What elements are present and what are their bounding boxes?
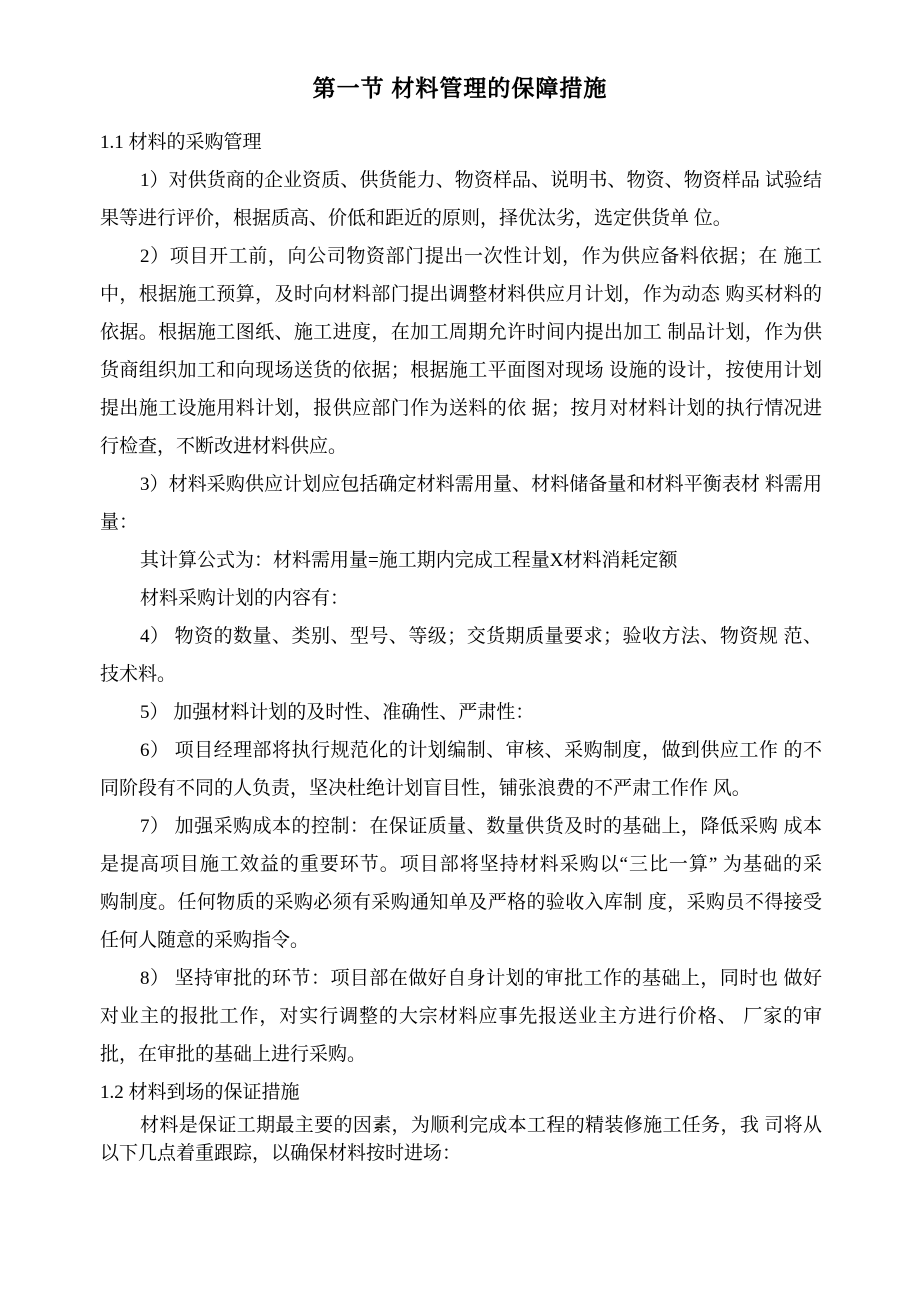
paragraph [100,960,822,1074]
text-line: 6） 项目经理部将执行规范化的计划编制、审核、采购制度，做到供应工作 的不 [140,740,822,761]
text-line: 材料是保证工期最主要的因素，为顺利完成本工程的精装修施工任务，我 司将从 [140,1115,822,1136]
text-line: 技术料。 [100,664,177,685]
text-line: 3）材料采购供应计划应包括确定材料需用量、材料储备量和材料平衡表材 料需用 [140,474,822,495]
text-line: 1.1 材料的采购管理 [100,132,262,153]
paragraph [100,466,822,542]
text-line: 行检查，不断改进材料供应。 [100,436,348,457]
paragraph [100,580,822,618]
text-line: 对业主的报批工作，对实行调整的大宗材料应事先报送业主方进行价格、 厂家的审 [100,1006,822,1027]
text-line: 批，在审批的基础上进行采购。 [100,1044,367,1065]
section-heading [100,1074,822,1112]
text-line: 中，根据施工预算，及时向材料部门提出调整材料供应月计划，作为动态 购买材料的 [100,284,822,305]
text-line: 提出施工设施用料计划，报供应部门作为送料的依 据；按月对材料计划的执行情况进 [100,398,822,419]
paragraph [100,618,822,694]
text-line: 以下几点着重跟踪，以确保材料按时进场： [100,1143,462,1164]
paragraph [100,1112,822,1168]
paragraph [100,808,822,960]
paragraph [100,694,822,732]
text-line: 4） 物资的数量、类别、型号、等级；交货期质量要求；验收方法、物资规 范、 [140,626,822,647]
document-title: 第一节 材料管理的保障措施 [312,76,608,101]
paragraph [100,542,822,580]
text-line: 量： [100,512,139,533]
text-line: 材料采购计划的内容有： [140,588,350,609]
paragraph [100,162,822,238]
text-line: 是提高项目施工效益的重要环节。项目部将坚持材料采购以“三比一算” 为基础的采 [100,854,822,875]
text-line: 7） 加强采购成本的控制：在保证质量、数量供货及时的基础上，降低采购 成本 [140,816,822,837]
text-line: 其计算公式为：材料需用量=施工期内完成工程量X材料消耗定额 [140,550,678,571]
text-line: 2）项目开工前，向公司物资部门提出一次性计划，作为供应备料依据；在 施工 [140,246,822,267]
document-body [100,124,822,1168]
text-line: 同阶段有不同的人负责，坚决杜绝计划盲目性，铺张浪费的不严肃工作作 风。 [100,778,751,799]
paragraph [100,732,822,808]
text-line: 1.2 材料到场的保证措施 [100,1082,300,1103]
paragraph [100,238,822,466]
text-line: 购制度。任何物质的采购必须有采购通知单及严格的验收入库制 度，采购员不得接受 [100,892,822,913]
text-line: 货商组织加工和向现场送货的依据；根据施工平面图对现场 设施的设计，按使用计划 [100,360,822,381]
text-line: 任何人随意的采购指令。 [100,930,310,951]
text-line: 依据。根据施工图纸、施工进度，在加工周期允许时间内提出加工 制品计划，作为供 [100,322,822,343]
text-line: 1）对供货商的企业资质、供货能力、物资样品、说明书、物资、物资样品 试验结 [140,170,822,191]
section-heading [100,124,822,162]
text-line: 果等进行评价，根据质高、价低和距近的原则，择优汰劣，选定供货单 位。 [100,208,732,229]
text-line: 5） 加强材料计划的及时性、准确性、严肃性： [140,702,535,723]
text-line: 8） 坚持审批的环节：项目部在做好自身计划的审批工作的基础上，同时也 做好 [140,968,822,989]
